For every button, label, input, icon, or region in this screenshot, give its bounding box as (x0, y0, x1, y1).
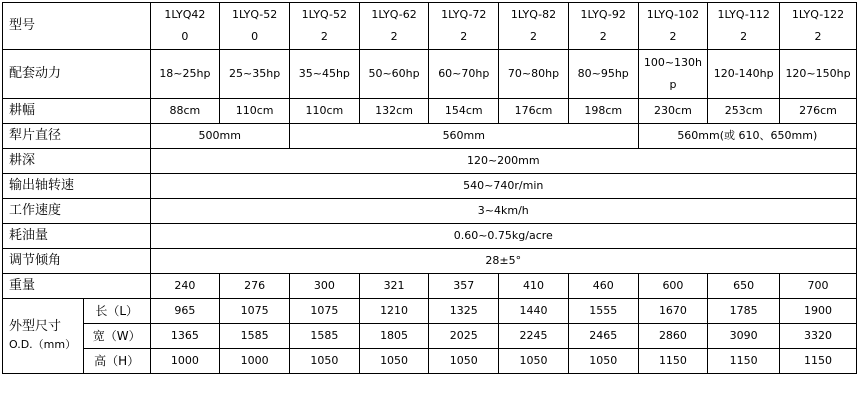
length-cell: 1785 (708, 299, 780, 324)
model-cell: 1LYQ-112 2 (708, 3, 780, 50)
table-row-disc (3, 124, 857, 149)
weight-cell: 460 (568, 274, 638, 299)
fuel-value: 0.60~0.75kg/acre (150, 224, 856, 249)
breadth-cell: 3320 (780, 324, 857, 349)
speed-value: 3~4km/h (150, 199, 856, 224)
row-label-breadth: 宽（W） (83, 324, 150, 349)
row-label-power: 配套动力 (3, 50, 151, 99)
weight-cell: 321 (359, 274, 429, 299)
length-cell: 965 (150, 299, 220, 324)
weight-cell: 410 (499, 274, 569, 299)
row-label-fuel: 耗油量 (3, 224, 151, 249)
power-cell: 25~35hp (220, 50, 290, 99)
weight-cell: 276 (220, 274, 290, 299)
breadth-cell: 1585 (220, 324, 290, 349)
model-cell: 1LYQ42 0 (150, 3, 220, 50)
width-cell: 253cm (708, 99, 780, 124)
height-cell: 1050 (289, 349, 359, 374)
height-cell: 1000 (220, 349, 290, 374)
row-label-disc: 犁片直径 (3, 124, 151, 149)
model-cell: 1LYQ-82 2 (499, 3, 569, 50)
breadth-cell: 1805 (359, 324, 429, 349)
height-cell: 1050 (499, 349, 569, 374)
weight-cell: 650 (708, 274, 780, 299)
weight-cell: 600 (638, 274, 708, 299)
model-cell: 1LYQ-122 2 (780, 3, 857, 50)
width-cell: 110cm (220, 99, 290, 124)
power-cell: 100~130h p (638, 50, 708, 99)
weight-cell: 357 (429, 274, 499, 299)
row-label-dimensions (3, 299, 84, 374)
table-row-power (3, 50, 857, 99)
height-cell: 1050 (359, 349, 429, 374)
weight-cell: 240 (150, 274, 220, 299)
width-cell: 276cm (780, 99, 857, 124)
length-cell: 1900 (780, 299, 857, 324)
row-label-depth: 耕深 (3, 149, 151, 174)
depth-value: 120~200mm (150, 149, 856, 174)
table-row-fuel (3, 224, 857, 249)
table-row-depth (3, 149, 857, 174)
width-cell: 110cm (289, 99, 359, 124)
width-cell: 132cm (359, 99, 429, 124)
table-row-length (3, 299, 857, 324)
row-label-length: 长（L） (83, 299, 150, 324)
width-cell: 198cm (568, 99, 638, 124)
model-cell: 1LYQ-102 2 (638, 3, 708, 50)
table-row-tilt (3, 249, 857, 274)
table-row-height (3, 349, 857, 374)
row-label-model: 型号 (3, 3, 151, 50)
row-label-tilt: 调节倾角 (3, 249, 151, 274)
model-cell: 1LYQ-62 2 (359, 3, 429, 50)
pto-value: 540~740r/min (150, 174, 856, 199)
power-cell: 80~95hp (568, 50, 638, 99)
length-cell: 1075 (220, 299, 290, 324)
power-cell: 120~150hp (780, 50, 857, 99)
height-cell: 1150 (780, 349, 857, 374)
breadth-cell: 3090 (708, 324, 780, 349)
width-cell: 176cm (499, 99, 569, 124)
row-label-height: 高（H） (83, 349, 150, 374)
dimensions-sublabel: O.D.（mm） (9, 338, 77, 351)
table-row-speed (3, 199, 857, 224)
disc-cell-group1: 500mm (150, 124, 289, 149)
length-cell: 1325 (429, 299, 499, 324)
length-cell: 1670 (638, 299, 708, 324)
breadth-cell: 2465 (568, 324, 638, 349)
breadth-cell: 2860 (638, 324, 708, 349)
weight-cell: 700 (780, 274, 857, 299)
power-cell: 60~70hp (429, 50, 499, 99)
dimensions-label: 外型尺寸 (9, 319, 62, 334)
length-cell: 1075 (289, 299, 359, 324)
table-row-width (3, 99, 857, 124)
disc-cell-group2: 560mm (289, 124, 638, 149)
disc-cell-group3: 560mm(或 610、650mm) (638, 124, 856, 149)
row-label-width: 耕幅 (3, 99, 151, 124)
breadth-cell: 2025 (429, 324, 499, 349)
tilt-value: 28±5° (150, 249, 856, 274)
model-cell: 1LYQ-52 2 (289, 3, 359, 50)
breadth-cell: 1585 (289, 324, 359, 349)
power-cell: 18~25hp (150, 50, 220, 99)
height-cell: 1000 (150, 349, 220, 374)
power-cell: 50~60hp (359, 50, 429, 99)
spec-table (2, 2, 857, 374)
row-label-pto: 输出轴转速 (3, 174, 151, 199)
height-cell: 1050 (429, 349, 499, 374)
width-cell: 154cm (429, 99, 499, 124)
power-cell: 70~80hp (499, 50, 569, 99)
length-cell: 1555 (568, 299, 638, 324)
table-row-model (3, 3, 857, 50)
row-label-speed: 工作速度 (3, 199, 151, 224)
power-cell: 120-140hp (708, 50, 780, 99)
width-cell: 230cm (638, 99, 708, 124)
height-cell: 1150 (708, 349, 780, 374)
weight-cell: 300 (289, 274, 359, 299)
breadth-cell: 1365 (150, 324, 220, 349)
model-cell: 1LYQ-72 2 (429, 3, 499, 50)
model-cell: 1LYQ-52 0 (220, 3, 290, 50)
length-cell: 1440 (499, 299, 569, 324)
width-cell: 88cm (150, 99, 220, 124)
length-cell: 1210 (359, 299, 429, 324)
power-cell: 35~45hp (289, 50, 359, 99)
height-cell: 1050 (568, 349, 638, 374)
table-row-weight (3, 274, 857, 299)
model-cell: 1LYQ-92 2 (568, 3, 638, 50)
row-label-weight: 重量 (3, 274, 151, 299)
table-row-pto (3, 174, 857, 199)
height-cell: 1150 (638, 349, 708, 374)
breadth-cell: 2245 (499, 324, 569, 349)
table-row-breadth (3, 324, 857, 349)
